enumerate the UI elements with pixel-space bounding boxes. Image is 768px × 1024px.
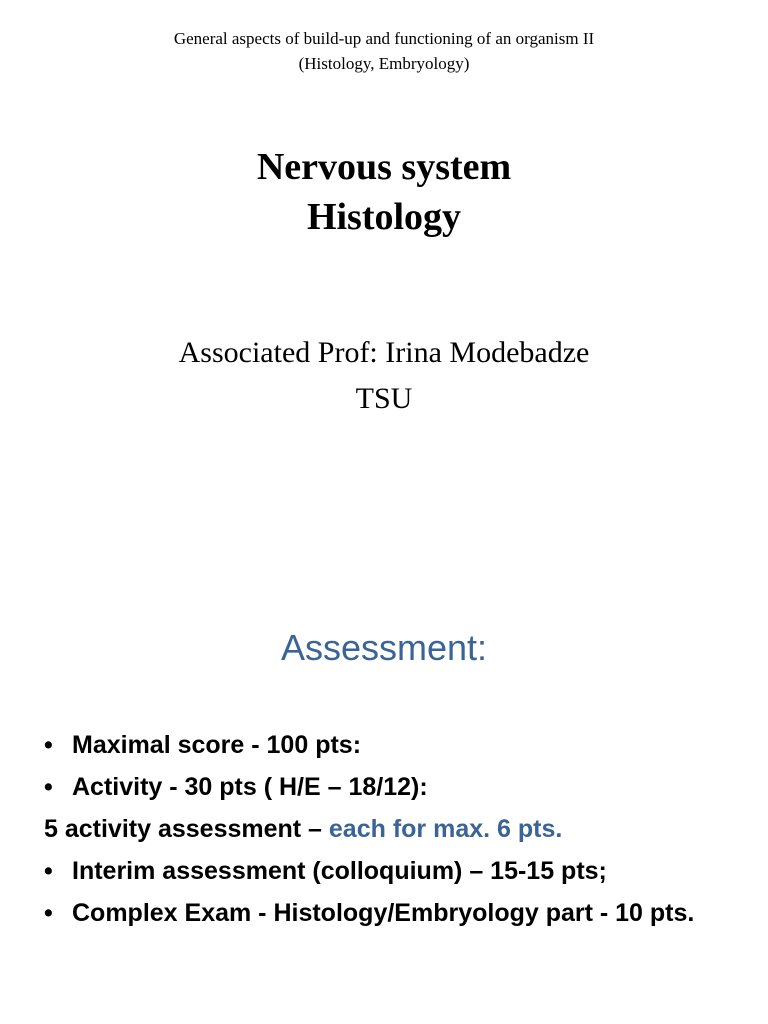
assessment-slide <box>0 570 768 1024</box>
author-institution: TSU <box>355 382 413 415</box>
list-item-interim-assessment: • Interim assessment (colloquium) – 15-15 pts; <box>44 854 744 889</box>
lecture-title-line: Histology <box>306 196 462 238</box>
course-subject <box>0 26 768 76</box>
list-item-activity-assessment <box>44 812 744 847</box>
lecture-title-line: Nervous system <box>256 146 512 188</box>
author-name: Associated Prof: Irina Modebadze <box>178 336 590 369</box>
list-item-activity: • Activity - 30 pts ( H/E – 18/12): <box>44 770 744 805</box>
author-block <box>0 330 768 422</box>
course-subject-line: General aspects of build-up and functioning of an organism II <box>173 29 595 48</box>
assessment-heading: Assessment: <box>280 627 488 668</box>
assessment-list <box>44 728 744 938</box>
activity-assessment-max: each for max. 6 pts. <box>328 815 563 843</box>
course-subject-line: (Histology, Embryology) <box>298 54 470 73</box>
activity-assessment-text: 5 activity assessment – <box>44 815 329 843</box>
lecture-title <box>0 142 768 242</box>
list-item-maximal-score: • Maximal score - 100 pts: <box>44 728 744 763</box>
list-item-complex-exam: • Complex Exam - Histology/Embryology part - 10 pts. <box>44 896 744 931</box>
